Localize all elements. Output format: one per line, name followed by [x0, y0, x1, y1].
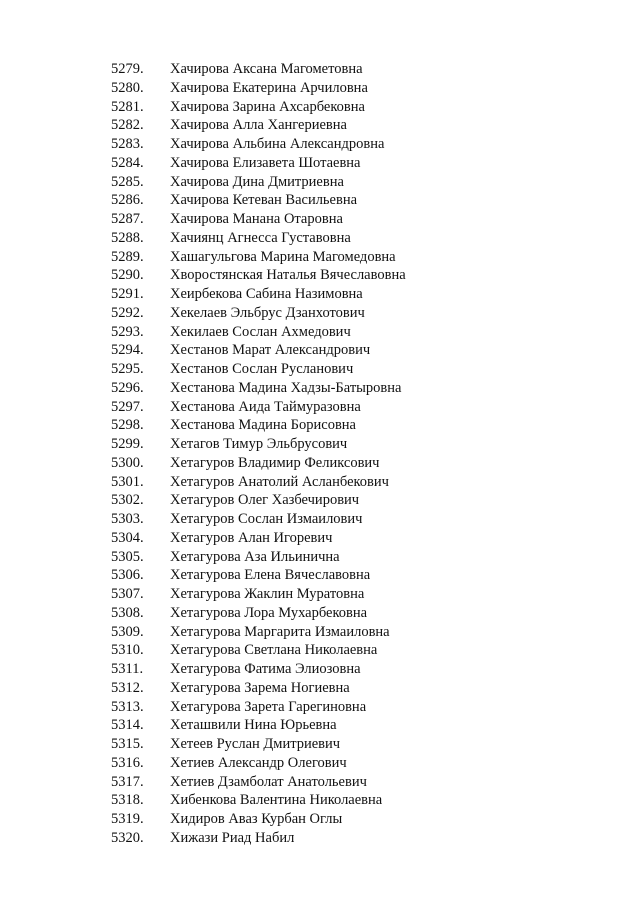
- entry-number: 5300.: [111, 454, 144, 471]
- entry-name: Хетагурова Фатима Элиозовна: [170, 661, 361, 677]
- list-item: [0, 360, 640, 379]
- entry-number: 5296.: [111, 379, 144, 396]
- entry-name: Хетагурова Лора Мухарбековна: [170, 604, 368, 621]
- entry-number: 5304.: [111, 529, 144, 546]
- entry-name: Хетагов Тимур Эльбрусович: [170, 436, 348, 452]
- entry-name: Хетагуров Владимир Феликсович: [170, 454, 380, 471]
- name-list: [0, 60, 640, 848]
- entry-name: Хачирова Зарина Ахсарбековна: [170, 98, 365, 115]
- list-item: [0, 773, 640, 792]
- entry-name: Хибенкова Валентина Николаевна: [170, 792, 383, 809]
- list-item: [0, 791, 640, 810]
- list-item: [0, 660, 640, 679]
- list-item: [0, 491, 640, 510]
- entry-number: 5282.: [111, 117, 144, 134]
- entry-number: 5305.: [111, 548, 144, 565]
- entry-number: 5310.: [111, 642, 144, 659]
- entry-number: 5293.: [111, 323, 144, 340]
- entry-name: Хеирбекова Сабина Назимовна: [170, 286, 363, 302]
- entry-name: Хекелаев Эльбрус Дзанхотович: [170, 304, 365, 321]
- entry-number: 5288.: [111, 229, 144, 246]
- entry-name: Хачирова Альбина Александровна: [170, 136, 385, 152]
- list-item: [0, 754, 640, 773]
- entry-name: Хетагурова Зарема Ногиевна: [170, 679, 350, 696]
- entry-name: Хетагурова Маргарита Измаиловна: [170, 623, 390, 640]
- entry-name: Хачирова Манана Отаровна: [170, 211, 343, 227]
- list-item: [0, 473, 640, 492]
- entry-number: 5279.: [111, 61, 144, 77]
- entry-number: 5280.: [111, 79, 144, 96]
- list-item: [0, 810, 640, 829]
- entry-number: 5298.: [111, 417, 144, 434]
- entry-number: 5281.: [111, 98, 144, 115]
- entry-name: Хеташвили Нина Юрьевна: [170, 717, 337, 734]
- list-item: [0, 716, 640, 735]
- entry-number: 5313.: [111, 698, 144, 715]
- entry-name: Хетагурова Аза Ильинична: [170, 548, 340, 565]
- entry-name: Хачирова Аксана Магометовна: [170, 61, 363, 77]
- entry-number: 5290.: [111, 267, 144, 284]
- list-item: [0, 435, 640, 454]
- entry-number: 5312.: [111, 679, 144, 696]
- entry-number: 5301.: [111, 473, 144, 490]
- entry-number: 5316.: [111, 754, 144, 771]
- list-item: [0, 304, 640, 323]
- entry-number: 5287.: [111, 211, 144, 227]
- entry-name: Хетагуров Сослан Измаилович: [170, 511, 363, 527]
- list-item: [0, 548, 640, 567]
- list-item: [0, 829, 640, 848]
- entry-name: Хачирова Дина Дмитриевна: [170, 173, 344, 190]
- entry-number: 5311.: [111, 661, 144, 677]
- entry-name: Хачирова Екатерина Арчиловна: [170, 79, 368, 96]
- list-item: [0, 454, 640, 473]
- list-item: [0, 79, 640, 98]
- entry-name: Хетиев Александр Олегович: [170, 754, 347, 771]
- entry-name: Хачирова Елизавета Шотаевна: [170, 154, 361, 171]
- list-item: [0, 210, 640, 229]
- entry-name: Хворостянская Наталья Вячеславовна: [170, 267, 406, 284]
- entry-number: 5302.: [111, 492, 144, 509]
- entry-name: Хетагуров Анатолий Асланбекович: [170, 473, 389, 490]
- entry-name: Хетагурова Елена Вячеславовна: [170, 567, 371, 584]
- entry-name: Хетеев Руслан Дмитриевич: [170, 736, 341, 752]
- list-item: [0, 98, 640, 117]
- entry-name: Хидиров Аваз Курбан Оглы: [170, 811, 343, 827]
- list-item: [0, 266, 640, 285]
- list-item: [0, 641, 640, 660]
- list-item: [0, 191, 640, 210]
- list-item: [0, 379, 640, 398]
- list-item: [0, 154, 640, 173]
- entry-number: 5299.: [111, 436, 144, 452]
- entry-number: 5306.: [111, 567, 144, 584]
- list-item: [0, 510, 640, 529]
- entry-number: 5318.: [111, 792, 144, 809]
- entry-number: 5286.: [111, 192, 144, 209]
- list-item: [0, 341, 640, 360]
- entry-name: Хачирова Кетеван Васильевна: [170, 192, 358, 209]
- list-item: [0, 698, 640, 717]
- entry-number: 5309.: [111, 623, 144, 640]
- list-item: [0, 416, 640, 435]
- entry-number: 5303.: [111, 511, 144, 527]
- entry-number: 5294.: [111, 342, 144, 359]
- list-item: [0, 285, 640, 304]
- entry-name: Хетагурова Жаклин Муратовна: [170, 586, 365, 602]
- entry-number: 5292.: [111, 304, 144, 321]
- entry-name: Хетагуров Алан Игоревич: [170, 529, 333, 546]
- entry-name: Хетагурова Зарета Гарегиновна: [170, 698, 367, 715]
- list-item: [0, 248, 640, 267]
- list-item: [0, 116, 640, 135]
- entry-number: 5308.: [111, 604, 144, 621]
- entry-name: Хестанов Сослан Русланович: [170, 361, 354, 377]
- list-item: [0, 604, 640, 623]
- entry-name: Хачиянц Агнесса Густавовна: [170, 229, 351, 246]
- entry-number: 5314.: [111, 717, 144, 734]
- entry-name: Хачирова Алла Хангериевна: [170, 117, 347, 134]
- list-item: [0, 229, 640, 248]
- entry-name: Хестанова Мадина Борисовна: [170, 417, 356, 434]
- entry-name: Хетагурова Светлана Николаевна: [170, 642, 378, 659]
- entry-number: 5315.: [111, 736, 144, 752]
- entry-name: Хекилаев Сослан Ахмедович: [170, 323, 351, 340]
- entry-number: 5295.: [111, 361, 144, 377]
- entry-number: 5283.: [111, 136, 144, 152]
- entry-number: 5319.: [111, 811, 144, 827]
- entry-number: 5284.: [111, 154, 144, 171]
- list-item: [0, 566, 640, 585]
- entry-number: 5291.: [111, 286, 144, 302]
- entry-number: 5317.: [111, 773, 144, 790]
- entry-name: Хетагуров Олег Хазбечирович: [170, 492, 360, 509]
- entry-name: Хетиев Дзамболат Анатольевич: [170, 773, 367, 790]
- entry-name: Хестанова Мадина Хадзы-Батыровна: [170, 379, 402, 396]
- list-item: [0, 529, 640, 548]
- entry-number: 5289.: [111, 248, 144, 265]
- entry-number: 5320.: [111, 829, 144, 846]
- entry-number: 5297.: [111, 398, 144, 415]
- entry-name: Хижази Риад Набил: [170, 829, 295, 846]
- list-item: [0, 679, 640, 698]
- entry-name: Хашагульгова Марина Магомедовна: [170, 248, 396, 265]
- list-item: [0, 323, 640, 342]
- list-item: [0, 60, 640, 79]
- entry-number: 5307.: [111, 586, 144, 602]
- list-item: [0, 735, 640, 754]
- entry-number: 5285.: [111, 173, 144, 190]
- list-item: [0, 585, 640, 604]
- list-item: [0, 135, 640, 154]
- entry-name: Хестанов Марат Александрович: [170, 342, 371, 359]
- list-item: [0, 623, 640, 642]
- list-item: [0, 173, 640, 192]
- entry-name: Хестанова Аида Таймуразовна: [170, 398, 361, 415]
- list-item: [0, 398, 640, 417]
